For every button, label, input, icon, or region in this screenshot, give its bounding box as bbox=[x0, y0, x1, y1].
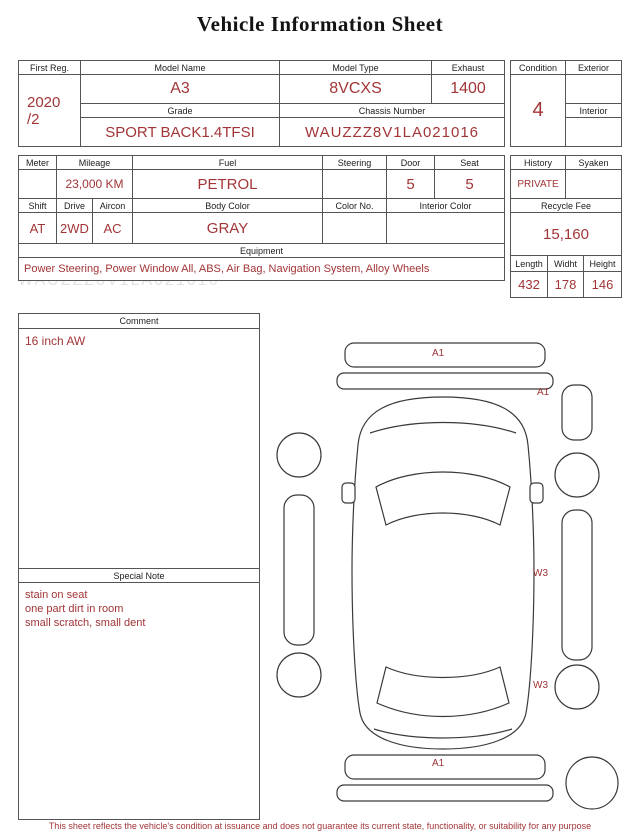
length-label: Length bbox=[511, 256, 548, 272]
chassis-number-label: Chassis Number bbox=[280, 104, 504, 118]
interior-color-value bbox=[387, 213, 504, 243]
model-name-label: Model Name bbox=[81, 61, 280, 75]
grade-value: SPORT BACK1.4TFSI bbox=[81, 118, 280, 146]
model-type-value: 8VCXS bbox=[280, 75, 432, 104]
history-label: History bbox=[511, 156, 566, 170]
body-color-value: GRAY bbox=[133, 213, 323, 243]
spec-table-b bbox=[18, 199, 505, 244]
aircon-label: Aircon bbox=[93, 199, 133, 213]
model-name-value: A3 bbox=[81, 75, 280, 104]
comment-box bbox=[18, 313, 260, 820]
syaken-value bbox=[566, 170, 621, 198]
spec-table-a bbox=[18, 155, 505, 199]
door-label: Door bbox=[387, 156, 435, 170]
car-top-view-drawing bbox=[262, 315, 634, 825]
condition-table bbox=[510, 60, 622, 147]
model-info-table bbox=[18, 60, 505, 147]
condition-value: 4 bbox=[511, 75, 566, 146]
fuel-label: Fuel bbox=[133, 156, 323, 170]
height-label: Height bbox=[584, 256, 621, 272]
first-reg-label: First Reg. bbox=[19, 61, 81, 75]
drive-value: 2WD bbox=[57, 213, 93, 243]
height-value: 146 bbox=[584, 272, 621, 297]
exhaust-value: 1400 bbox=[432, 75, 504, 104]
mileage-label: Mileage bbox=[57, 156, 133, 170]
shift-value: AT bbox=[19, 213, 57, 243]
history-value: PRIVATE bbox=[511, 170, 566, 198]
condition-label: Condition bbox=[511, 61, 566, 75]
color-no-value bbox=[323, 213, 387, 243]
shift-label: Shift bbox=[19, 199, 57, 213]
seat-label: Seat bbox=[435, 156, 504, 170]
seat-value: 5 bbox=[435, 170, 504, 198]
car-damage-diagram bbox=[262, 315, 634, 825]
comment-header: Comment bbox=[19, 314, 259, 329]
first-reg-month: /2 bbox=[27, 110, 40, 128]
fuel-value: PETROL bbox=[133, 170, 323, 198]
chassis-number-value: WAUZZZ8V1LA021016 bbox=[280, 118, 504, 146]
exhaust-label: Exhaust bbox=[432, 61, 504, 75]
interior-label: Interior bbox=[566, 104, 621, 118]
dimensions-table bbox=[510, 256, 622, 298]
damage-label-right-door: W3 bbox=[533, 568, 548, 579]
width-value: 178 bbox=[548, 272, 584, 297]
damage-label-front-bumper: A1 bbox=[432, 348, 445, 359]
damage-label-right-rear: W3 bbox=[533, 680, 548, 691]
damage-label-right-front: A1 bbox=[537, 387, 550, 398]
interior-color-label: Interior Color bbox=[387, 199, 504, 213]
equipment-value: Power Steering, Power Window All, ABS, Air Bag, Navigation System, Alloy Wheels bbox=[19, 258, 504, 280]
steering-label: Steering bbox=[323, 156, 387, 170]
history-table bbox=[510, 155, 622, 199]
special-note-header: Special Note bbox=[19, 568, 259, 583]
door-value: 5 bbox=[387, 170, 435, 198]
body-color-label: Body Color bbox=[133, 199, 323, 213]
drive-label: Drive bbox=[57, 199, 93, 213]
interior-value bbox=[566, 118, 621, 146]
recycle-fee-label: Recycle Fee bbox=[511, 199, 621, 213]
exterior-value bbox=[566, 75, 621, 104]
width-label: Widht bbox=[548, 256, 584, 272]
special-note-line: stain on seat bbox=[25, 589, 88, 601]
mileage-value: 23,000 KM bbox=[57, 170, 133, 198]
meter-value bbox=[19, 170, 57, 198]
steering-value bbox=[323, 170, 387, 198]
equipment-table bbox=[18, 244, 505, 281]
grade-label: Grade bbox=[81, 104, 280, 118]
exterior-label: Exterior bbox=[566, 61, 621, 75]
first-reg-year: 2020 bbox=[27, 93, 61, 111]
damage-label-rear-bumper: A1 bbox=[432, 758, 445, 769]
length-value: 432 bbox=[511, 272, 548, 297]
special-note-content bbox=[19, 583, 259, 819]
equipment-label: Equipment bbox=[19, 244, 504, 258]
recycle-fee-table bbox=[510, 199, 622, 256]
model-type-label: Model Type bbox=[280, 61, 432, 75]
aircon-value: AC bbox=[93, 213, 133, 243]
color-no-label: Color No. bbox=[323, 199, 387, 213]
page-title: Vehicle Information Sheet bbox=[196, 12, 444, 36]
special-note-line: one part dirt in room bbox=[25, 603, 124, 615]
meter-label: Meter bbox=[19, 156, 57, 170]
special-note-line: small scratch, small dent bbox=[25, 617, 146, 629]
recycle-fee-value: 15,160 bbox=[511, 213, 621, 255]
disclaimer-text: This sheet reflects the vehicle's condition at issuance and does not guarantee its current state, functionality, or suitability for any purpose bbox=[48, 821, 592, 831]
syaken-label: Syaken bbox=[566, 156, 621, 170]
comment-content: 16 inch AW bbox=[25, 334, 86, 348]
first-reg-value bbox=[19, 75, 81, 146]
